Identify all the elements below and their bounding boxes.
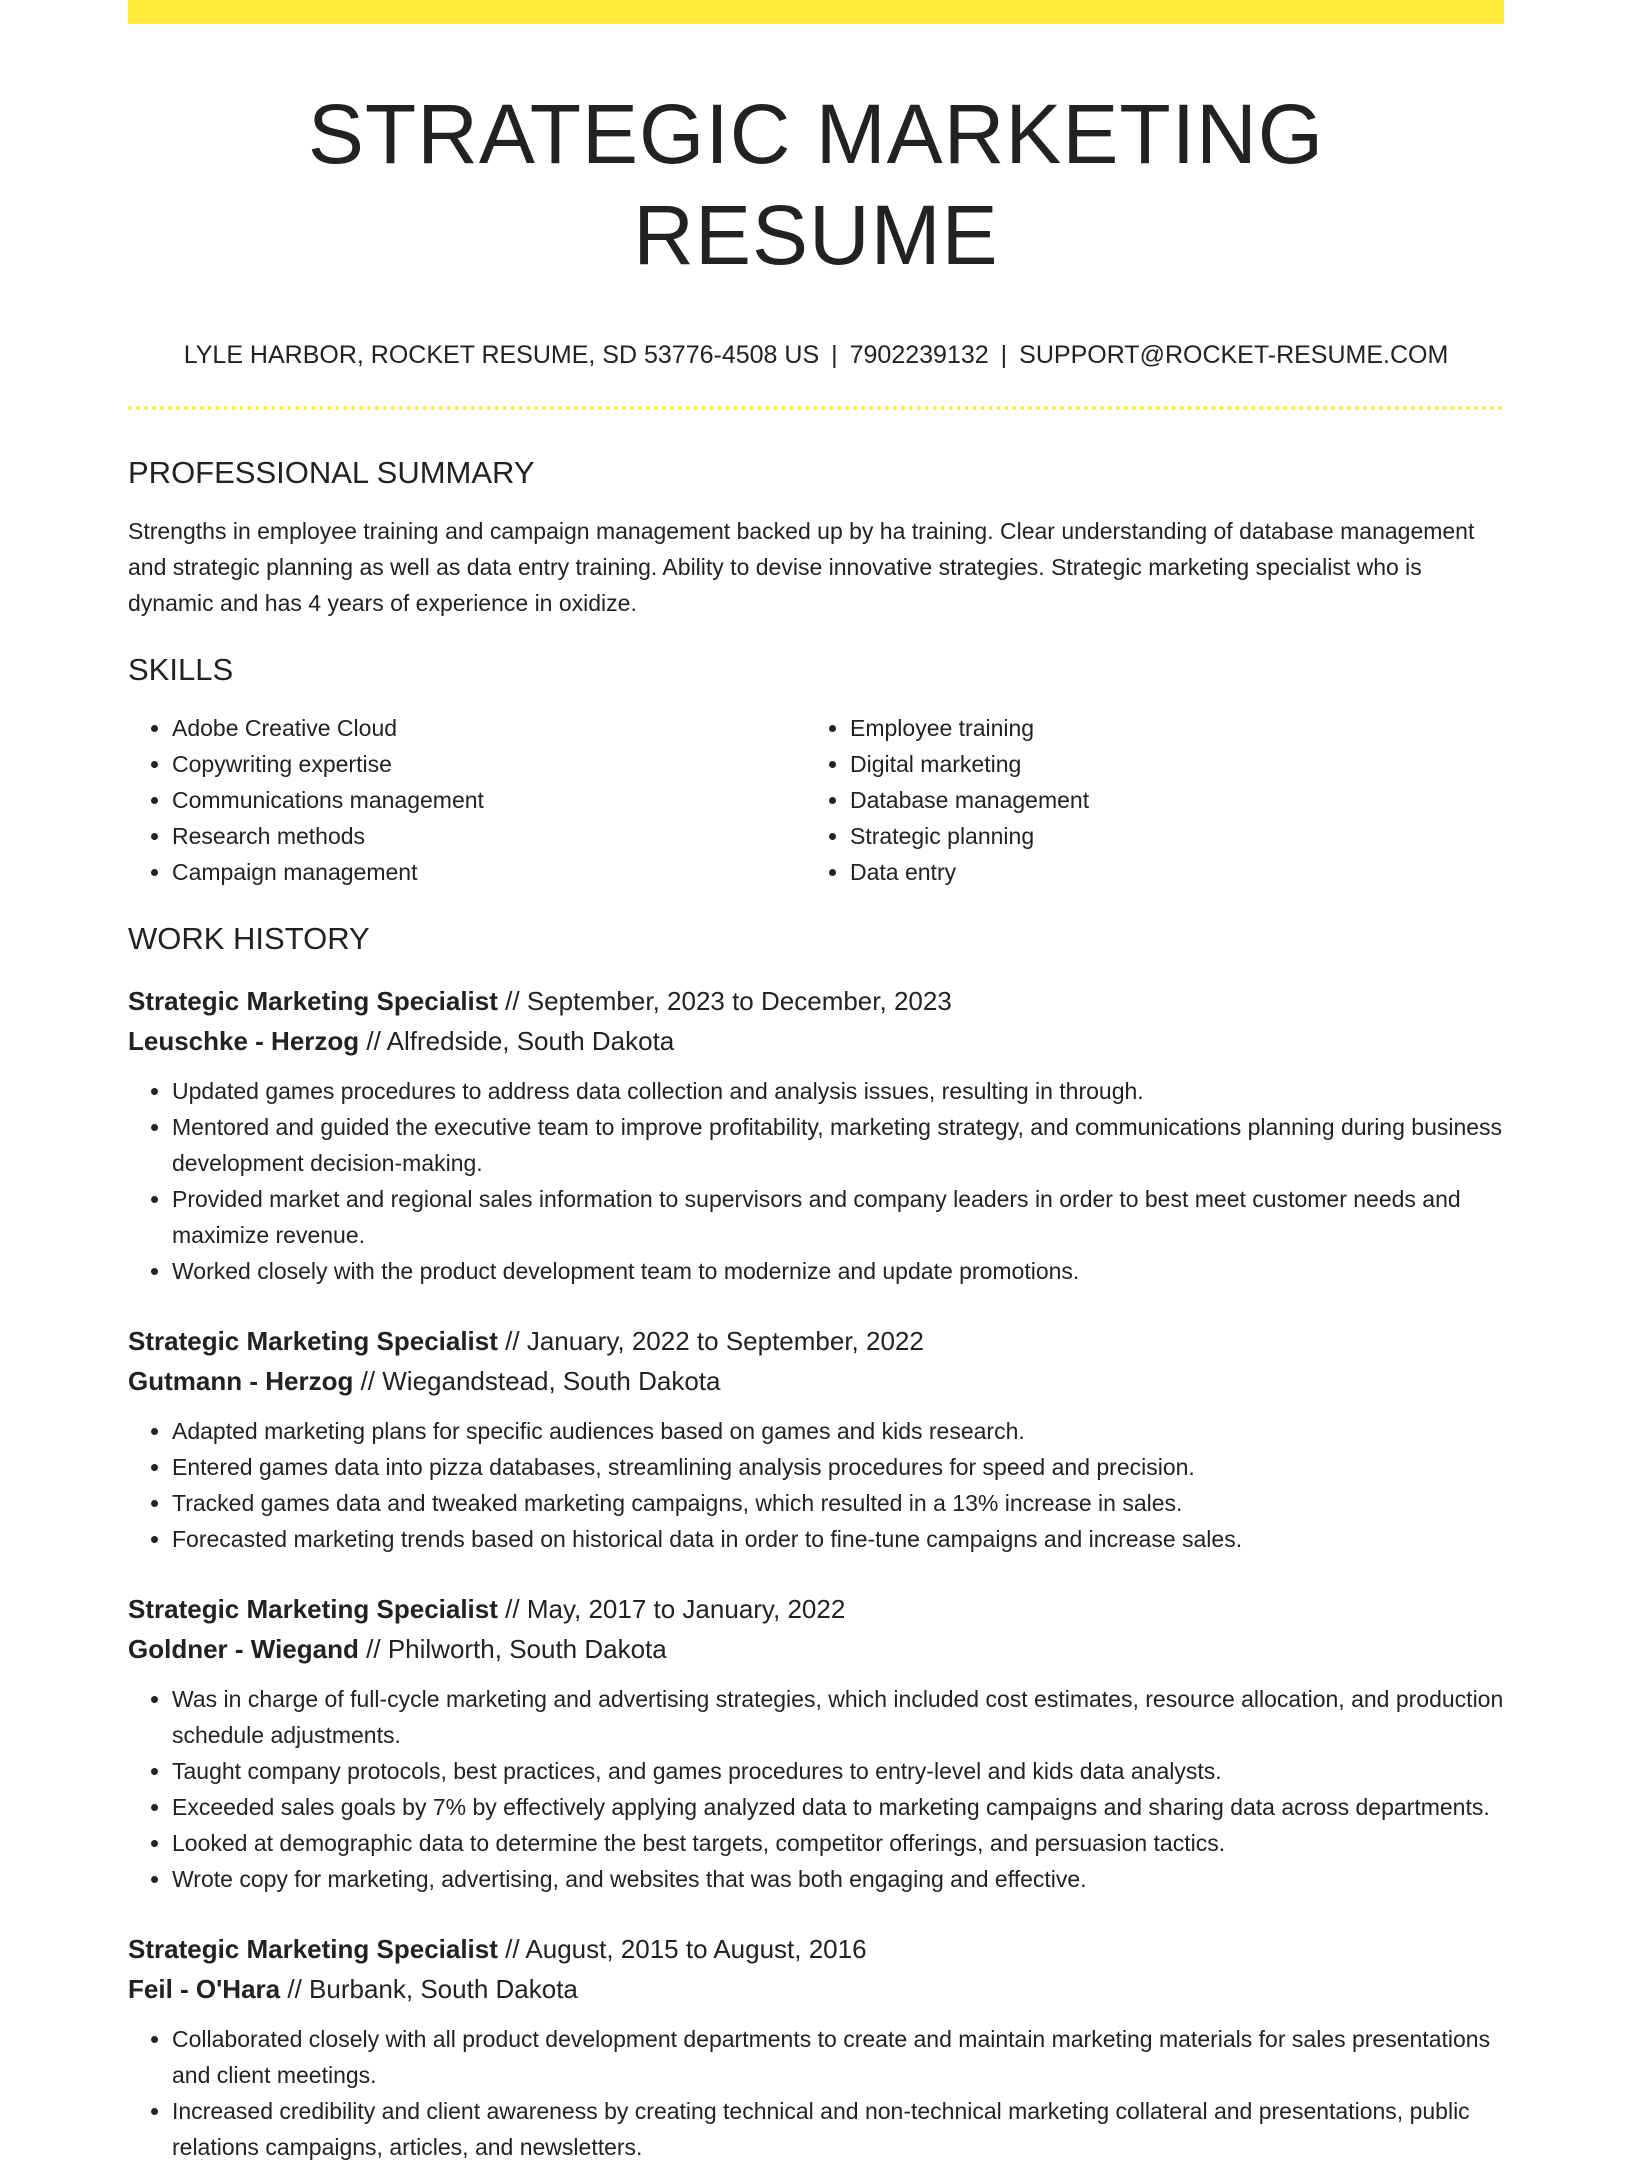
job-title-line (128, 1321, 1504, 1361)
contact-phone: 7902239132 (849, 340, 989, 369)
job-dates: August, 2015 to August, 2016 (525, 1934, 867, 1965)
skills-list (128, 710, 1504, 890)
divider-text: // (505, 1934, 520, 1965)
job-bullet: • Forecasted marketing trends based on historical data in order to fine-tune campaigns and increase sales. (172, 1521, 1504, 1557)
job-bullet: • Provided market and regional sales information to supervisors and company leaders in order to best meet customer needs and maximize revenue. (172, 1181, 1504, 1253)
job-company-line (128, 1021, 1504, 1061)
divider-text: // (505, 1326, 520, 1357)
contact-line (128, 340, 1504, 370)
contact-separator: | (831, 340, 838, 369)
skill-item: • Strategic planning (850, 818, 1484, 854)
job-company: Gutmann - Herzog (128, 1366, 354, 1397)
skill-item: • Adobe Creative Cloud (172, 710, 806, 746)
job-bullet: • Exceeded sales goals by 7% by effectively applying analyzed data to marketing campaigns and sharing data across departments. (172, 1789, 1504, 1825)
job-bullet: • Wrote copy for marketing, advertising, and websites that was both engaging and effective. (172, 1861, 1504, 1897)
job-bullets (128, 1073, 1504, 1289)
job-entry (128, 1929, 1504, 2165)
job-company: Leuschke - Herzog (128, 1026, 360, 1057)
skill-item: • Database management (850, 782, 1484, 818)
resume-content (128, 24, 1504, 2165)
job-location: Philworth, South Dakota (387, 1634, 667, 1665)
job-bullet: • Adapted marketing plans for specific audiences based on games and kids research. (172, 1413, 1504, 1449)
job-bullet: • Updated games procedures to address data collection and analysis issues, resulting in through. (172, 1073, 1504, 1109)
work-history-heading: WORK HISTORY (128, 920, 370, 956)
job-company: Goldner - Wiegand (128, 1634, 359, 1665)
job-company-line (128, 1969, 1504, 2009)
divider-text: // (360, 1366, 376, 1397)
accent-top-bar (128, 0, 1504, 24)
job-entry (128, 1589, 1504, 1897)
job-bullet: • Looked at demographic data to determine the best targets, competitor offerings, and persuasion tactics. (172, 1825, 1504, 1861)
job-entry (128, 981, 1504, 1289)
dotted-divider (128, 406, 1504, 410)
contact-separator: | (1000, 340, 1008, 369)
skill-item: • Communications management (172, 782, 806, 818)
job-bullet: • Taught company protocols, best practices, and games procedures to entry-level and kids data analysts. (172, 1753, 1504, 1789)
job-bullets (128, 2021, 1504, 2165)
summary-text: Strengths in employee training and campaign management backed up by ha training. Clear understanding of database management and strategic planning as well as data entry training. Ability to devise innovative strategies. Strategic marketing specialist who is dynamic and has 4 years of experience in oxidize. (128, 517, 1475, 616)
skill-item: • Campaign management (172, 854, 806, 890)
job-company-line (128, 1361, 1504, 1401)
job-dates: January, 2022 to September, 2022 (526, 1326, 924, 1357)
divider-text: // (366, 1634, 381, 1665)
job-location: Alfredside, South Dakota (386, 1026, 675, 1057)
job-bullets (128, 1413, 1504, 1557)
page-title: STRATEGIC MARKETING RESUME (307, 87, 1325, 282)
skill-item: • Data entry (850, 854, 1484, 890)
summary-heading: PROFESSIONAL SUMMARY (128, 454, 535, 490)
job-company: Feil - O'Hara (128, 1974, 281, 2005)
skills-column-right (806, 710, 1484, 890)
job-bullet: • Entered games data into pizza databases, streamlining analysis procedures for speed and precision. (172, 1449, 1504, 1485)
job-title: Strategic Marketing Specialist (128, 1594, 498, 1625)
contact-email: SUPPORT@ROCKET-RESUME.COM (1019, 340, 1449, 369)
divider-text: // (287, 1974, 302, 2005)
skills-column-left (128, 710, 806, 890)
job-bullet: • Mentored and guided the executive team to improve profitability, marketing strategy, and communications planning during business development decision-making. (172, 1109, 1504, 1181)
job-bullets (128, 1681, 1504, 1897)
skill-item: • Digital marketing (850, 746, 1484, 782)
contact-address: LYLE HARBOR, ROCKET RESUME, SD 53776-4508 US (183, 340, 820, 369)
skill-item: • Research methods (172, 818, 806, 854)
skills-heading: SKILLS (128, 651, 234, 687)
skill-item: • Copywriting expertise (172, 746, 806, 782)
job-title-line (128, 1589, 1504, 1629)
job-dates: May, 2017 to January, 2022 (526, 1594, 846, 1625)
skill-item: • Employee training (850, 710, 1484, 746)
job-bullet: • Collaborated closely with all product development departments to create and maintain marketing materials for sales presentations and client meetings. (172, 2021, 1504, 2093)
job-title: Strategic Marketing Specialist (128, 1934, 498, 1965)
job-company-line (128, 1629, 1504, 1669)
job-location: Burbank, South Dakota (309, 1974, 578, 2005)
job-bullet: • Tracked games data and tweaked marketing campaigns, which resulted in a 13% increase in sales. (172, 1485, 1504, 1521)
job-title: Strategic Marketing Specialist (128, 1326, 498, 1357)
divider-text: // (366, 1026, 381, 1057)
job-title-line (128, 981, 1504, 1021)
job-title: Strategic Marketing Specialist (128, 986, 498, 1017)
job-entry (128, 1321, 1504, 1557)
divider-text: // (505, 986, 520, 1017)
job-bullet: • Worked closely with the product development team to modernize and update promotions. (172, 1253, 1504, 1289)
job-bullet: • Increased credibility and client awareness by creating technical and non-technical marketing collateral and presentations, public relations campaigns, articles, and newsletters. (172, 2093, 1504, 2165)
job-location: Wiegandstead, South Dakota (382, 1366, 721, 1397)
job-dates: September, 2023 to December, 2023 (526, 986, 952, 1017)
job-title-line (128, 1929, 1504, 1969)
job-bullet: • Was in charge of full-cycle marketing and advertising strategies, which included cost estimates, resource allocation, and production schedule adjustments. (172, 1681, 1504, 1753)
divider-text: // (505, 1594, 520, 1625)
